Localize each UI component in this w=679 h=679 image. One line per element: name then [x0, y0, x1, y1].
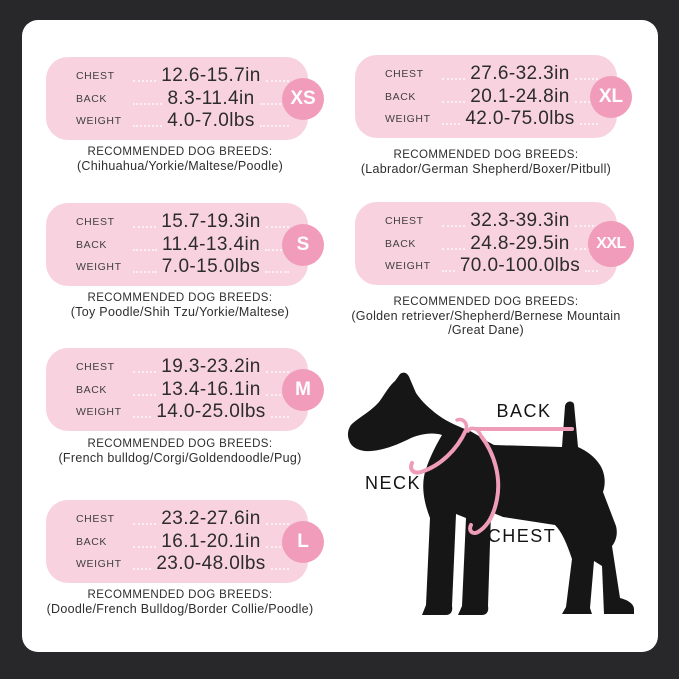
chest-row: [76, 356, 294, 378]
chest-row: [76, 211, 294, 233]
breeds-block-xl: [336, 149, 636, 177]
breeds-list: (Chihuahua/Yorkie/Maltese/Poodle): [76, 159, 284, 173]
back-row: [385, 86, 603, 108]
size-card-s: [46, 203, 308, 286]
dotted-leader: [133, 416, 151, 418]
size-card-xs: [46, 57, 308, 140]
chest-row: [76, 65, 294, 87]
dotted-leader: [585, 270, 598, 272]
size-badge-xl: XL: [590, 76, 632, 118]
dotted-leader: [266, 80, 289, 82]
recommended-heading: RECOMMENDED DOG BREEDS:: [87, 146, 273, 158]
chest-row: [385, 210, 603, 232]
back-value: 13.4-16.1in: [161, 378, 261, 400]
dotted-leader: [260, 125, 289, 127]
weight-value: 4.0-7.0lbs: [167, 109, 255, 131]
breeds-block-l: [25, 589, 335, 617]
size-card-m: [46, 348, 308, 431]
weight-label: WEIGHT: [76, 114, 122, 127]
back-label: BACK: [76, 535, 107, 548]
weight-label: WEIGHT: [385, 112, 431, 125]
weight-row: [385, 255, 603, 277]
chest-label: CHEST: [76, 216, 115, 229]
weight-row: [76, 553, 294, 575]
back-label: BACK: [76, 92, 107, 105]
breeds-block-xxl: [336, 296, 636, 337]
dotted-leader: [442, 123, 460, 125]
dotted-leader: [133, 125, 162, 127]
back-row: [76, 379, 294, 401]
dotted-leader: [271, 416, 289, 418]
recommended-heading: RECOMMENDED DOG BREEDS:: [87, 589, 273, 601]
chest-label: CHEST: [76, 361, 115, 374]
weight-label: WEIGHT: [385, 259, 431, 272]
back-measure-label: BACK: [496, 401, 552, 421]
weight-row: [76, 256, 294, 278]
breeds-block-m: [25, 438, 335, 466]
dotted-leader: [133, 546, 156, 548]
chest-label: CHEST: [385, 215, 424, 228]
dotted-leader: [133, 394, 156, 396]
size-badge-m: M: [282, 369, 324, 411]
back-row: [385, 233, 603, 255]
chest-value: 32.3-39.3in: [470, 210, 570, 232]
back-label: BACK: [76, 383, 107, 396]
dog-measurement-diagram: [345, 368, 657, 650]
breeds-list: (Golden retriever/Shepherd/Bernese Mountain /Great Dane): [351, 309, 621, 337]
size-card-l: [46, 500, 308, 583]
dotted-leader: [266, 523, 289, 525]
weight-value: 70.0-100.0lbs: [459, 254, 581, 276]
weight-value: 42.0-75.0lbs: [465, 107, 575, 129]
chest-measure-label: CHEST: [487, 526, 557, 546]
back-row: [76, 88, 294, 110]
chest-value: 15.7-19.3in: [161, 211, 261, 233]
dotted-leader: [442, 101, 465, 103]
weight-row: [76, 110, 294, 132]
dotted-leader: [133, 568, 151, 570]
chest-label: CHEST: [76, 513, 115, 526]
recommended-heading: RECOMMENDED DOG BREEDS:: [87, 438, 273, 450]
dotted-leader: [133, 271, 157, 273]
chest-value: 12.6-15.7in: [161, 65, 261, 87]
chest-row: [385, 63, 603, 85]
dotted-leader: [133, 103, 162, 105]
size-card-xl: [355, 55, 617, 138]
weight-value: 7.0-15.0lbs: [161, 255, 261, 277]
breeds-list: (Doodle/French Bulldog/Border Collie/Poodle): [46, 602, 314, 616]
dotted-leader: [265, 271, 289, 273]
back-value: 8.3-11.4in: [167, 87, 255, 109]
weight-value: 14.0-25.0lbs: [156, 400, 266, 422]
chest-value: 27.6-32.3in: [470, 63, 570, 85]
dotted-leader: [442, 248, 465, 250]
dotted-leader: [442, 270, 455, 272]
breeds-list: (French bulldog/Corgi/Goldendoodle/Pug): [58, 451, 302, 465]
chest-row: [76, 508, 294, 530]
chest-label: CHEST: [385, 68, 424, 81]
back-label: BACK: [385, 90, 416, 103]
breeds-block-xs: [25, 146, 335, 174]
dotted-leader: [133, 226, 156, 228]
dotted-leader: [575, 78, 598, 80]
weight-label: WEIGHT: [76, 405, 122, 418]
back-row: [76, 234, 294, 256]
dotted-leader: [133, 249, 157, 251]
dotted-leader: [266, 226, 289, 228]
dotted-leader: [442, 78, 465, 80]
size-badge-l: L: [282, 521, 324, 563]
dotted-leader: [133, 371, 156, 373]
dotted-leader: [133, 80, 156, 82]
back-value: 16.1-20.1in: [161, 530, 261, 552]
back-value: 11.4-13.4in: [161, 233, 261, 255]
dotted-leader: [442, 225, 465, 227]
breeds-list: (Toy Poodle/Shih Tzu/Yorkie/Maltese): [70, 305, 290, 319]
size-card-xxl: [355, 202, 617, 285]
chest-label: CHEST: [76, 70, 115, 83]
neck-measure-label: NECK: [364, 473, 421, 493]
weight-label: WEIGHT: [76, 557, 122, 570]
back-label: BACK: [385, 237, 416, 250]
breeds-block-s: [25, 292, 335, 320]
dotted-leader: [271, 568, 289, 570]
back-label: BACK: [76, 238, 107, 251]
weight-value: 23.0-48.0lbs: [156, 552, 266, 574]
dotted-leader: [133, 523, 156, 525]
back-value: 24.8-29.5in: [470, 232, 570, 254]
size-badge-s: S: [282, 224, 324, 266]
back-value: 20.1-24.8in: [470, 85, 570, 107]
chest-value: 19.3-23.2in: [161, 356, 261, 378]
chest-value: 23.2-27.6in: [161, 508, 261, 530]
back-row: [76, 531, 294, 553]
dotted-leader: [580, 123, 598, 125]
recommended-heading: RECOMMENDED DOG BREEDS:: [87, 292, 273, 304]
size-badge-xs: XS: [282, 78, 324, 120]
dotted-leader: [266, 371, 289, 373]
size-chart-sheet: [22, 20, 658, 652]
weight-label: WEIGHT: [76, 260, 122, 273]
size-badge-xxl: XXL: [588, 221, 634, 267]
weight-row: [76, 401, 294, 423]
weight-row: [385, 108, 603, 130]
recommended-heading: RECOMMENDED DOG BREEDS:: [393, 149, 579, 161]
breeds-list: (Labrador/German Shepherd/Boxer/Pitbull): [360, 162, 612, 176]
recommended-heading: RECOMMENDED DOG BREEDS:: [393, 296, 579, 308]
